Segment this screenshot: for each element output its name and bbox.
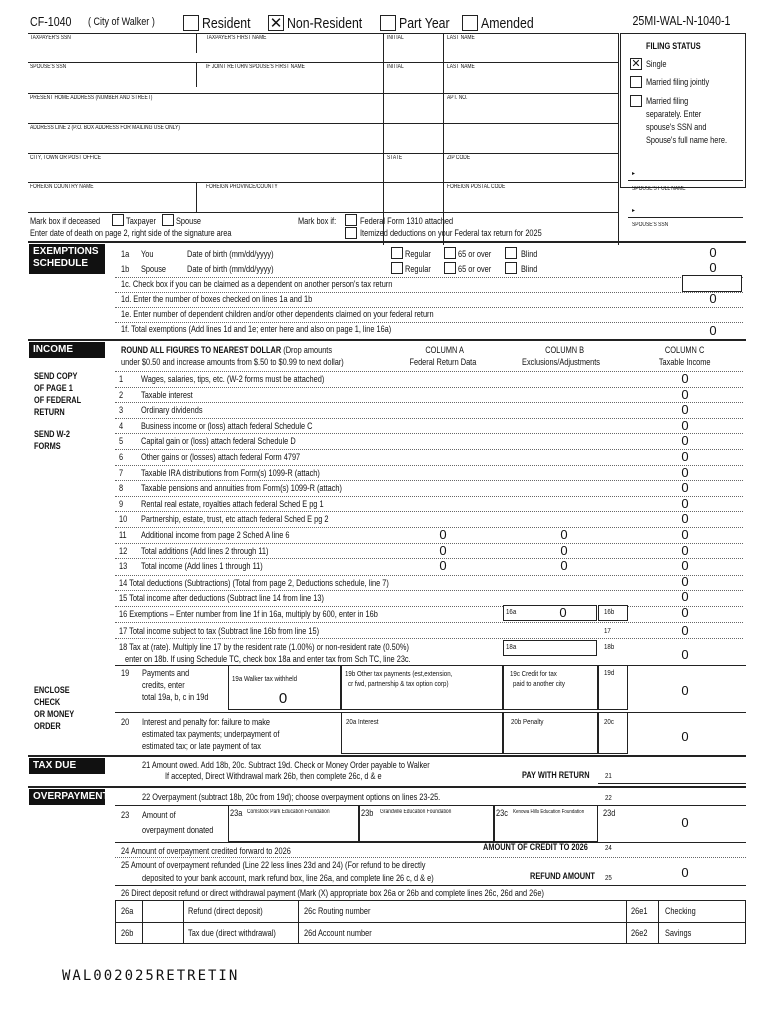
pay-with-return-label: PAY WITH RETURN [522, 770, 590, 780]
account-number-input[interactable] [385, 923, 625, 943]
line-25-label-2: deposited to your bank account, mark refund box, line 26a, and complete line 26 c, d & e) [142, 873, 434, 883]
line-23-number: 23 [121, 810, 130, 820]
round-figures-note-2: under $0.50 and increase amounts from $.50 to $0.99 to next dollar) [121, 357, 344, 367]
line-14-value: 0 [681, 574, 689, 589]
foreign-country-label: FOREIGN COUNTRY NAME [30, 184, 94, 190]
taxpayer-first-label: TAXPAYER'S FIRST NAME [206, 35, 267, 41]
form-id: CF-1040 [30, 14, 72, 29]
spouse-65-checkbox[interactable] [444, 262, 456, 274]
resident-rate: 1.00% [291, 642, 313, 652]
line-1b-label: Spouse [141, 264, 167, 274]
amended-checkbox[interactable] [462, 15, 478, 31]
income-line-number: 7 [119, 468, 124, 478]
line-19d-label: 19d [604, 668, 615, 677]
line-18b-value: 0 [681, 647, 689, 662]
spouse-regular-checkbox[interactable] [391, 262, 403, 274]
income-line-label: Total income (Add lines 1 through 11) [141, 561, 263, 571]
footer-form-code: WAL002025RETRETIN [62, 968, 240, 984]
enclose-check-note: ENCLOSE CHECK OR MONEY ORDER [34, 685, 75, 731]
spouse-ssn-label: SPOUSE'S SSN [30, 64, 67, 70]
taxpayer-initial-label: INITIAL [387, 35, 404, 41]
income-column-c-value[interactable]: 0 [681, 402, 689, 417]
line-1f-value: 0 [709, 323, 717, 338]
taxpayer-last-label: LAST NAME [447, 35, 475, 41]
refund-direct-deposit-label: Refund (direct deposit) [188, 906, 263, 916]
send-copy-note: SEND COPY OF PAGE 1 OF FEDERAL RETURN [34, 371, 82, 417]
income-line-label: Total additions (Add lines 2 through 11) [141, 546, 269, 556]
city-label: CITY, TOWN OR POST OFFICE [30, 155, 101, 161]
income-column-c-value[interactable]: 0 [681, 418, 689, 433]
income-line-number: 2 [119, 390, 124, 400]
column-b-subheading: Exclusions/Adjustments [522, 357, 600, 367]
form-1310-checkbox[interactable] [345, 214, 357, 226]
checking-option[interactable]: Checking [665, 906, 696, 916]
income-line-number: 5 [119, 436, 124, 446]
spouse-ssn-side-label: SPOUSE'S SSN [632, 222, 669, 228]
you-65-checkbox[interactable] [444, 247, 456, 259]
you-regular-checkbox[interactable] [391, 247, 403, 259]
income-line-number: 4 [119, 421, 124, 431]
income-line-number: 12 [119, 546, 128, 556]
income-line-number: 11 [119, 530, 127, 540]
line-21-label-2: If accepted, Direct Withdrawal mark 26b, then complete 26c, d & e [165, 771, 382, 781]
income-column-c-value[interactable]: 0 [681, 465, 689, 480]
income-column-a-value[interactable]: 0 [439, 527, 447, 542]
line-1b-no: 1b [121, 264, 130, 274]
deceased-taxpayer-label: Taxpayer [126, 216, 156, 226]
line-26b-label: 26b [121, 928, 134, 938]
line-19-label-2: credits, enter [142, 680, 185, 690]
line-22-number: 22 [605, 793, 612, 802]
income-column-c-value[interactable]: 0 [681, 387, 689, 402]
income-line-label: Ordinary dividends [141, 405, 203, 415]
line-15-value: 0 [681, 589, 689, 604]
line-16b-value: 0 [681, 605, 689, 620]
filing-status-title: FILING STATUS [646, 41, 701, 51]
income-column-c-value[interactable]: 0 [681, 480, 689, 495]
mark-box-if-label: Mark box if: [298, 216, 337, 226]
line-23d-label: 23d [603, 808, 616, 818]
city-name: ( City of Walker ) [88, 16, 155, 28]
deceased-label: Mark box if deceased [30, 216, 101, 226]
deceased-spouse-checkbox[interactable] [162, 214, 174, 226]
line-1d-label: 1d. Enter the number of boxes checked on lines 1a and 1b [121, 294, 313, 304]
line-1a-label: You [141, 249, 154, 259]
refund-amount-label: REFUND AMOUNT [530, 871, 595, 881]
line-1d-value: 0 [709, 291, 717, 306]
spouse-first-label: IF JOINT RETURN SPOUSE'S FIRST NAME [206, 64, 305, 70]
line-19-number: 19 [121, 668, 130, 678]
line-1e-label: 1e. Enter number of dependent children and/or other dependents claimed on your federal return [121, 309, 434, 319]
married-separate-checkbox[interactable] [630, 95, 642, 107]
line-18a-checkbox[interactable] [503, 640, 597, 656]
routing-number-label: 26c Routing number [304, 906, 371, 916]
line-22-label: 22 Overpayment (subtract 18b, 20c from 19d); choose overpayment options on lines 23-25. [142, 792, 441, 802]
spouse-last-label: LAST NAME [447, 64, 475, 70]
line-23c-org: Kenowa Hills Education Foundation [513, 809, 585, 815]
you-blind-label: Blind [521, 249, 538, 259]
line-1c-checkbox[interactable] [682, 275, 742, 292]
line-18a-label: 18a [506, 642, 517, 651]
income-column-c-value[interactable]: 0 [681, 496, 689, 511]
line-19b-label-1: 19b Other tax payments (est,extension, [345, 669, 453, 678]
income-column-c-value[interactable]: 0 [681, 449, 689, 464]
line-23a-org: Comstock Park Education Foundation [247, 809, 330, 815]
line-20c-value: 0 [681, 729, 689, 744]
married-joint-checkbox[interactable] [630, 76, 642, 88]
income-line-label: Capital gain or (loss) attach federal Schedule D [141, 436, 296, 446]
arrow-icon: ▸ [632, 171, 636, 177]
itemized-label: Itemized deductions on your Federal tax return for 2025 [360, 228, 542, 238]
income-line-number: 9 [119, 499, 124, 509]
line-23b-label: 23b [361, 808, 374, 818]
taxpayer-ssn-label: TAXPAYER'S SSN [30, 35, 71, 41]
single-label: Single [646, 59, 667, 69]
line-26-label: 26 Direct deposit refund or direct withdrawal payment (Mark (X) appropriate box 26a or 26b and complete lines 26c, 26d and 26e) [121, 888, 544, 898]
line-26e1-label: 26e1 [631, 906, 648, 916]
round-figures-note: ROUND ALL FIGURES TO NEAREST DOLLAR (Drop amounts [121, 345, 333, 355]
amended-label: Amended [481, 15, 534, 32]
line-26a-checkbox[interactable] [143, 901, 182, 921]
income-line-label: Business income or (loss) attach federal Schedule C [141, 421, 313, 431]
married-separate-label-4: Spouse's full name here. [646, 135, 728, 145]
resident-label: Resident [202, 15, 251, 32]
column-b-heading: COLUMN B [545, 345, 585, 355]
income-column-c-value[interactable]: 0 [681, 433, 689, 448]
line-21-label-1: 21 Amount owed. Add 18b, 20c. Subtract 19d. Check or Money Order payable to Walker [142, 760, 430, 770]
income-column-b-value[interactable]: 0 [560, 558, 568, 573]
married-separate-label-1: Married filing [646, 96, 689, 106]
line-17-value: 0 [681, 623, 689, 638]
income-column-c-value[interactable]: 0 [681, 543, 689, 558]
home-address-label: PRESENT HOME ADDRESS (NUMBER AND STREET) [30, 95, 153, 101]
credit-forward-label: AMOUNT OF CREDIT TO 2026 [483, 842, 588, 852]
line-23c-label: 23c [496, 808, 508, 818]
spouse-regular-label: Regular [405, 264, 431, 274]
form-1310-label: Federal Form 1310 attached [360, 216, 454, 226]
exemptions-heading: EXEMPTIONS SCHEDULE [29, 244, 105, 274]
you-regular-label: Regular [405, 249, 431, 259]
income-line-label: Rental real estate, royalties attach federal Sched E pg 1 [141, 499, 324, 509]
dob-you-label: Date of birth (mm/dd/yyyy) [187, 249, 274, 259]
deceased-taxpayer-checkbox[interactable] [112, 214, 124, 226]
line-19b-label-2: cr fwd, partnership & tax option corp) [348, 679, 449, 688]
income-column-c-value[interactable]: 0 [681, 527, 689, 542]
line-20a-label: 20a Interest [346, 717, 379, 726]
income-column-c-value[interactable]: 0 [681, 511, 689, 526]
form-code: 25MI-WAL-N-1040-1 [632, 13, 730, 28]
line-1b-value: 0 [709, 260, 717, 275]
line-1c-label: 1c. Check box if you can be claimed as a dependent on another person's tax return [121, 279, 393, 289]
foreign-province-label: FOREIGN PROVINCE/COUNTY [206, 184, 278, 190]
line-19c-label-1: 19c Credit for tax [510, 669, 557, 678]
tax-due-withdrawal-label: Tax due (direct withdrawal) [188, 928, 276, 938]
spouse-full-name-label: SPOUSE'S FULL NAME [632, 186, 686, 192]
tax-due-heading: TAX DUE [29, 758, 105, 774]
line-1a-value: 0 [709, 245, 717, 260]
line-23-label-1: Amount of [142, 810, 176, 820]
line-16-label: 16 Exemptions – Enter number from line 1f in 16a, multiply by 600, enter in 16b [119, 609, 378, 619]
resident-checkbox[interactable] [183, 15, 199, 31]
line-1f-label: 1f. Total exemptions (Add lines 1d and 1e; enter here and also on page 1, line 16a) [121, 324, 392, 334]
overpayment-heading: OVERPAYMENT [29, 789, 105, 805]
income-line-number: 13 [119, 561, 128, 571]
line-17-number: 17 [604, 626, 611, 635]
line-25-value: 0 [681, 865, 689, 880]
line-19d-value: 0 [681, 683, 689, 698]
line-16b-label: 16b [604, 607, 615, 616]
state-label: STATE [387, 155, 403, 161]
line-19-label-1: Payments and [142, 668, 190, 678]
account-number-label: 26d Account number [304, 928, 372, 938]
foreign-postal-label: FOREIGN POSTAL CODE [447, 184, 506, 190]
line-26e2-label: 26e2 [631, 928, 648, 938]
column-a-heading: COLUMN A [425, 345, 464, 355]
line-20-label-1: Interest and penalty for: failure to make [142, 717, 270, 727]
line-26b-checkbox[interactable] [143, 923, 182, 943]
income-line-label: Additional income from page 2 Sched A line 6 [141, 530, 290, 540]
line-23a-label: 23a [230, 808, 243, 818]
nonresident-label: Non-Resident [287, 15, 363, 32]
line-23b-org: Grandville Education Foundation [380, 809, 452, 815]
routing-number-input[interactable] [380, 901, 625, 921]
line-19-label-3: total 19a, b, c in 19d [142, 692, 209, 702]
income-line-label: Partnership, estate, trust, etc attach federal Sched E pg 2 [141, 514, 329, 524]
spouse-blind-checkbox[interactable] [505, 262, 517, 274]
income-column-b-value[interactable]: 0 [560, 527, 568, 542]
married-separate-label-2: separately. Enter [646, 109, 702, 119]
dob-spouse-label: Date of birth (mm/dd/yyyy) [187, 264, 274, 274]
column-c-heading: COLUMN C [664, 345, 705, 355]
line-18-label: 18 Tax at (rate). Multiply line 17 by the resident rate (1.00%) or non-resident rate (0.50%) [119, 642, 409, 652]
income-column-c-value[interactable]: 0 [681, 371, 689, 386]
spouse-65-label: 65 or over [458, 264, 492, 274]
line-26a-label: 26a [121, 906, 134, 916]
you-blind-checkbox[interactable] [505, 247, 517, 259]
spouse-initial-label: INITIAL [387, 64, 404, 70]
you-65-label: 65 or over [458, 249, 492, 259]
line-23-label-2: overpayment donated [142, 825, 214, 835]
line-17-label: 17 Total income subject to tax (Subtract line 16b from line 15) [119, 626, 320, 636]
line-21-number: 21 [605, 771, 612, 780]
line-20-label-2: estimated tax payments; underpayment of [142, 729, 280, 739]
line-15-label: 15 Total income after deductions (Subtract line 14 from line 13) [119, 593, 324, 603]
line-20b-label: 20b Penalty [511, 717, 544, 726]
line-20-number: 20 [121, 717, 130, 727]
savings-option[interactable]: Savings [665, 928, 692, 938]
deceased-spouse-label: Spouse [176, 216, 202, 226]
zip-label: ZIP CODE [447, 155, 471, 161]
married-joint-label: Married filing jointly [646, 77, 710, 87]
income-column-a-value[interactable]: 0 [439, 543, 447, 558]
single-checkbox[interactable]: ✕ [631, 57, 641, 70]
address-line2-label: ADDRESS LINE 2 (P.O. BOX ADDRESS FOR MAILING USE ONLY) [30, 125, 180, 131]
line-25-label-1: 25 Amount of overpayment refunded (Line 22 less lines 23d and 24) (For refund to be directly [121, 860, 426, 870]
married-separate-label-3: spouse's SSN and [646, 122, 707, 132]
line-1a-no: 1a [121, 249, 130, 259]
nonresident-checkbox[interactable]: ✕ [269, 14, 283, 32]
column-a-subheading: Federal Return Data [409, 357, 477, 367]
income-line-number: 6 [119, 452, 124, 462]
income-line-label: Other gains or (losses) attach federal Form 4797 [141, 452, 301, 462]
income-heading: INCOME [29, 342, 105, 358]
income-line-label: Taxable pensions and annuities from Form(s) 1099-R (attach) [141, 483, 343, 493]
income-column-c-value[interactable]: 0 [681, 558, 689, 573]
income-line-number: 3 [119, 405, 124, 415]
date-of-death-note: Enter date of death on page 2, right side of the signature area [30, 228, 232, 238]
income-line-number: 10 [119, 514, 128, 524]
line-19a-value: 0 [278, 690, 288, 707]
send-w2-note: SEND W-2 FORMS [34, 429, 70, 451]
line-20-label-3: estimated tax; or late payment of tax [142, 741, 261, 751]
income-column-b-value[interactable]: 0 [560, 543, 568, 558]
income-line-label: Taxable IRA distributions from Form(s) 1099-R (attach) [141, 468, 320, 478]
line-19c-label-2: paid to another city [513, 679, 565, 688]
line-16a-value: 0 [559, 605, 567, 620]
income-line-number: 8 [119, 483, 124, 493]
itemized-checkbox[interactable] [345, 227, 357, 239]
line-18-note: enter on 18b. If using Schedule TC, check box 18a and enter tax from Sch TC, line 23c. [125, 654, 411, 664]
line-19a-label: 19a Walker tax withheld [232, 674, 298, 683]
income-line-label: Taxable interest [141, 390, 193, 400]
arrow-icon: ▸ [632, 208, 636, 214]
income-line-label: Wages, salaries, tips, etc. (W-2 forms must be attached) [141, 374, 325, 384]
spouse-blind-label: Blind [521, 264, 538, 274]
part-year-checkbox[interactable] [380, 15, 396, 31]
nonresident-rate: 0.50% [385, 642, 407, 652]
line-25-number: 25 [605, 873, 612, 882]
income-line-number: 1 [119, 374, 124, 384]
line-23d-value: 0 [681, 815, 689, 830]
column-c-subheading: Taxable Income [658, 357, 711, 367]
line-24-number: 24 [605, 843, 612, 852]
line-14-label: 14 Total deductions (Subtractions) (Total from page 2, Deductions schedule, line 7) [119, 578, 389, 588]
apt-no-label: APT. NO. [447, 95, 468, 101]
part-year-label: Part Year [399, 15, 450, 32]
line-20c-label: 20c [604, 717, 614, 726]
line-16a-label: 16a [506, 607, 517, 616]
line-18b-label: 18b [604, 642, 615, 651]
line-24-label: 24 Amount of overpayment credited forward to 2026 [121, 846, 291, 856]
income-column-a-value[interactable]: 0 [439, 558, 447, 573]
